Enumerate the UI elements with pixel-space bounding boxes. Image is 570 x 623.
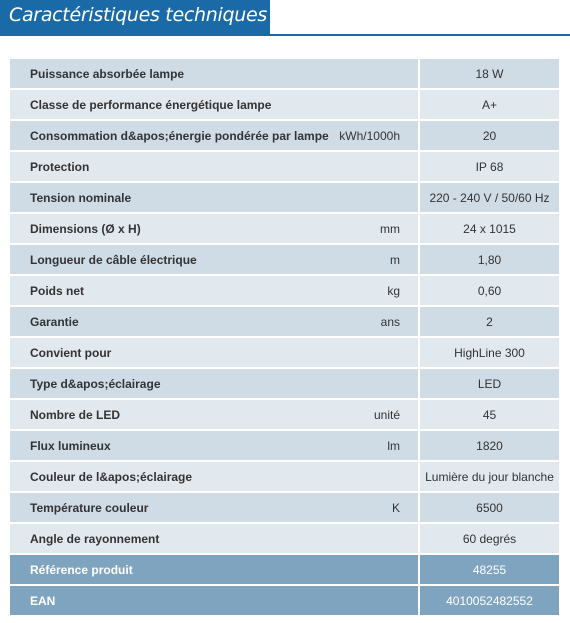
spec-value: 60 degrés bbox=[462, 532, 517, 546]
spec-label: Angle de rayonnement bbox=[30, 532, 160, 546]
spec-label-cell bbox=[10, 586, 418, 615]
spec-value-cell bbox=[420, 338, 559, 367]
section-header bbox=[0, 0, 570, 36]
specs-table bbox=[10, 59, 559, 617]
spec-label-cell bbox=[10, 276, 418, 305]
spec-value-cell bbox=[420, 462, 559, 491]
spec-label: Tension nominale bbox=[30, 191, 132, 205]
spec-row bbox=[10, 369, 559, 400]
spec-label: Type d&apos;éclairage bbox=[30, 377, 161, 391]
spec-value: 1820 bbox=[476, 439, 503, 453]
spec-label: Dimensions (Ø x H) bbox=[30, 222, 141, 236]
spec-label: Puissance absorbée lampe bbox=[30, 67, 185, 81]
spec-value: 220 - 240 V / 50/60 Hz bbox=[429, 191, 550, 205]
spec-value: 4010052482552 bbox=[446, 594, 533, 608]
spec-value: LED bbox=[477, 377, 502, 391]
spec-value-cell bbox=[420, 431, 559, 460]
spec-row bbox=[10, 493, 559, 524]
spec-label-cell bbox=[10, 152, 418, 181]
spec-unit: mm bbox=[380, 222, 400, 236]
spec-label-cell bbox=[10, 121, 418, 150]
spec-value-cell bbox=[420, 152, 559, 181]
spec-value-cell bbox=[420, 90, 559, 119]
spec-value-cell bbox=[420, 586, 559, 615]
spec-row bbox=[10, 59, 559, 90]
spec-label-cell bbox=[10, 338, 418, 367]
highlight-row bbox=[10, 555, 559, 586]
spec-value-cell bbox=[420, 245, 559, 274]
spec-label-cell bbox=[10, 307, 418, 336]
spec-value: 2 bbox=[486, 315, 493, 329]
spec-value: 0,60 bbox=[477, 284, 502, 298]
spec-value: 18 W bbox=[475, 67, 504, 81]
spec-label: Convient pour bbox=[30, 346, 112, 360]
spec-label: Couleur de l&apos;éclairage bbox=[30, 470, 193, 484]
spec-value: 24 x 1015 bbox=[463, 222, 516, 236]
spec-value: HighLine 300 bbox=[454, 346, 525, 360]
spec-unit: K bbox=[391, 501, 400, 515]
spec-row bbox=[10, 462, 559, 493]
spec-value: 20 bbox=[482, 129, 497, 143]
spec-row bbox=[10, 431, 559, 462]
spec-unit: kWh/1000h bbox=[339, 129, 400, 143]
spec-row bbox=[10, 338, 559, 369]
spec-value: 48255 bbox=[472, 563, 507, 577]
spec-label: Température couleur bbox=[30, 501, 149, 515]
spec-unit: lm bbox=[387, 439, 400, 453]
spec-value: 45 bbox=[482, 408, 497, 422]
spec-row bbox=[10, 183, 559, 214]
spec-value: Lumière du jour blanche bbox=[425, 470, 554, 484]
spec-row bbox=[10, 400, 559, 431]
spec-label-cell bbox=[10, 524, 418, 553]
spec-row bbox=[10, 276, 559, 307]
highlight-row bbox=[10, 586, 559, 617]
spec-label-cell bbox=[10, 431, 418, 460]
spec-row bbox=[10, 214, 559, 245]
spec-value-cell bbox=[420, 493, 559, 522]
spec-unit: m bbox=[390, 253, 400, 267]
spec-value: A+ bbox=[481, 98, 497, 112]
spec-label-cell bbox=[10, 462, 418, 491]
spec-label-cell bbox=[10, 245, 418, 274]
spec-value-cell bbox=[420, 307, 559, 336]
spec-label: Flux lumineux bbox=[30, 439, 111, 453]
header-divider bbox=[270, 34, 570, 36]
spec-row bbox=[10, 152, 559, 183]
spec-label: Longueur de câble électrique bbox=[30, 253, 197, 267]
spec-label-cell bbox=[10, 214, 418, 243]
spec-value-cell bbox=[420, 214, 559, 243]
spec-value: 1,80 bbox=[477, 253, 502, 267]
spec-row bbox=[10, 245, 559, 276]
section-title-tab bbox=[0, 0, 270, 36]
spec-label-cell bbox=[10, 369, 418, 398]
spec-value: IP 68 bbox=[475, 160, 504, 174]
spec-label: Garantie bbox=[30, 315, 79, 329]
spec-label: Nombre de LED bbox=[30, 408, 121, 422]
spec-row bbox=[10, 121, 559, 152]
spec-unit: kg bbox=[387, 284, 400, 298]
spec-value-cell bbox=[420, 59, 559, 88]
spec-value-cell bbox=[420, 400, 559, 429]
spec-label-cell bbox=[10, 400, 418, 429]
spec-value-cell bbox=[420, 121, 559, 150]
spec-unit: ans bbox=[380, 315, 400, 329]
spec-label-cell bbox=[10, 183, 418, 212]
spec-label-cell bbox=[10, 90, 418, 119]
spec-label-cell bbox=[10, 555, 418, 584]
spec-label: EAN bbox=[30, 594, 56, 608]
spec-label: Consommation d&apos;énergie pondérée par lampe bbox=[30, 129, 329, 143]
spec-value-cell bbox=[420, 183, 559, 212]
section-title: Caractéristiques techniques bbox=[9, 4, 267, 26]
spec-label: Classe de performance énergétique lampe bbox=[30, 98, 272, 112]
spec-unit: unité bbox=[373, 408, 400, 422]
spec-label: Poids net bbox=[30, 284, 85, 298]
spec-value-cell bbox=[420, 369, 559, 398]
spec-value-cell bbox=[420, 555, 559, 584]
spec-value: 6500 bbox=[476, 501, 503, 515]
spec-value-cell bbox=[420, 276, 559, 305]
spec-label-cell bbox=[10, 59, 418, 88]
spec-row bbox=[10, 90, 559, 121]
spec-row bbox=[10, 307, 559, 338]
spec-row bbox=[10, 524, 559, 555]
spec-value-cell bbox=[420, 524, 559, 553]
spec-label: Protection bbox=[30, 160, 90, 174]
spec-label-cell bbox=[10, 493, 418, 522]
spec-label: Référence produit bbox=[30, 563, 133, 577]
